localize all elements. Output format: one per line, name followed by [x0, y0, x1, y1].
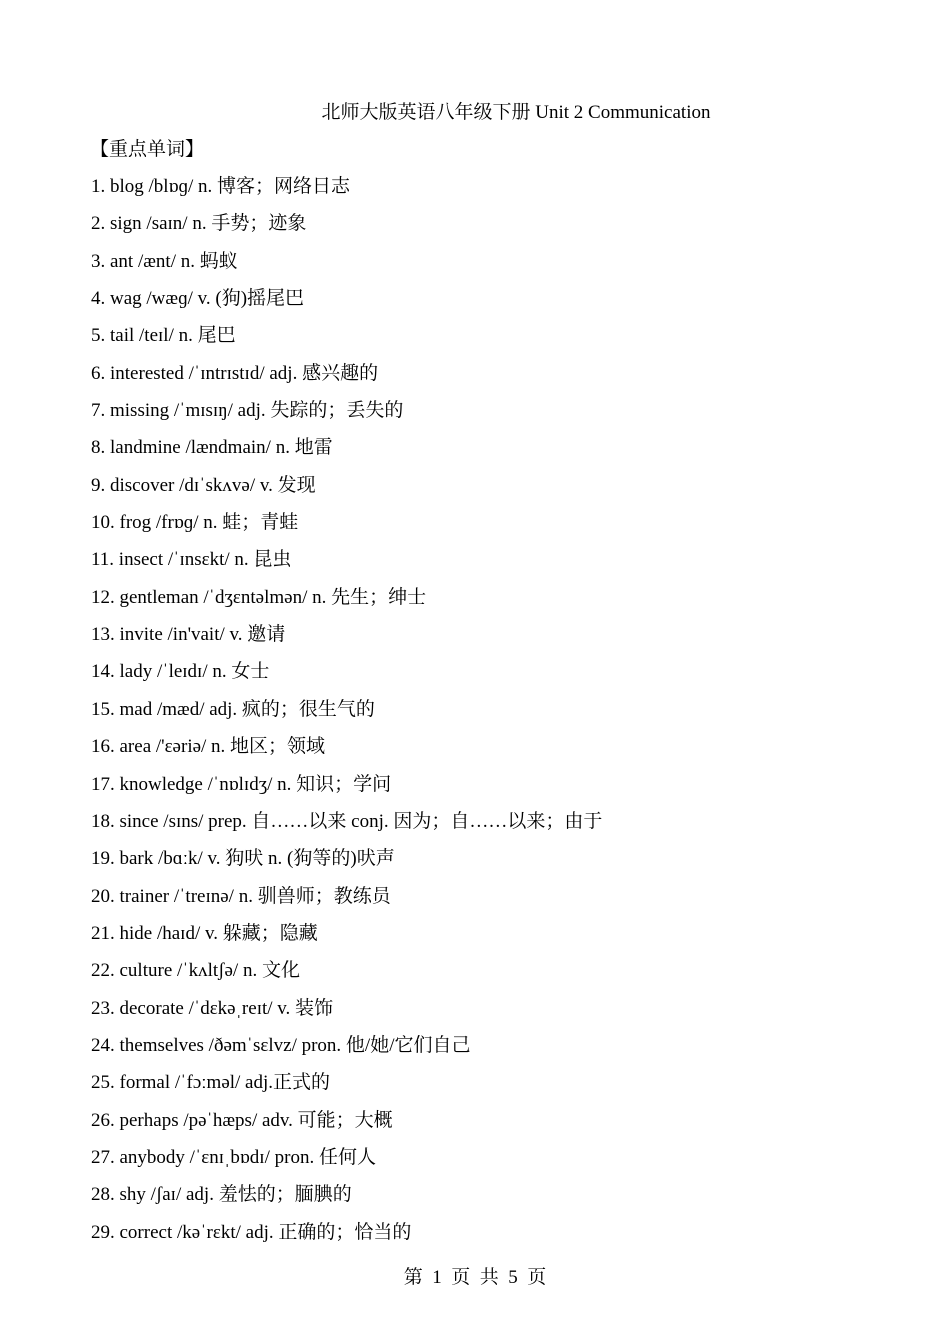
vocabulary-item: 7. missing /ˈmɪsɪŋ/ adj. 失踪的；丢失的 [91, 400, 404, 422]
vocabulary-item: 1. blog /blɒɡ/ n. 博客；网络日志 [91, 176, 351, 197]
document-title: 北师大版英语八年级下册 Unit 2 Communication [321, 102, 711, 123]
vocabulary-item: 20. trainer /ˈtreɪnə/ n. 驯兽师；教练员 [91, 885, 391, 907]
section-heading: 【重点单词】 [90, 139, 205, 160]
vocabulary-item: 3. ant /ænt/ n. 蚂蚁 [91, 250, 238, 272]
vocabulary-item: 9. discover /dɪˈskʌvə/ v. 发现 [91, 474, 316, 496]
vocabulary-item: 13. invite /in'vait/ v. 邀请 [91, 624, 286, 646]
vocabulary-item: 27. anybody /ˈɛnɪˌbɒdɪ/ pron. 任何人 [91, 1146, 376, 1168]
vocabulary-item: 18. since /sɪns/ prep. 自……以来 conj. 因为；自……以来；由于 [91, 810, 603, 832]
vocabulary-item: 5. tail /teɪl/ n. 尾巴 [91, 325, 236, 347]
vocabulary-item: 2. sign /saɪn/ n. 手势；迹象 [91, 213, 307, 235]
vocabulary-item: 8. landmine /lændmain/ n. 地雷 [91, 437, 333, 459]
vocabulary-item: 4. wag /wæɡ/ v. (狗)摇尾巴 [91, 288, 305, 310]
vocabulary-list [91, 174, 602, 1257]
vocabulary-item: 29. correct /kəˈrɛkt/ adj. 正确的；恰当的 [91, 1221, 412, 1243]
vocabulary-item: 23. decorate /ˈdɛkəˌreɪt/ v. 装饰 [91, 997, 334, 1019]
vocabulary-item: 15. mad /mæd/ adj. 疯的；很生气的 [91, 698, 375, 720]
vocabulary-item: 10. frog /frɒɡ/ n. 蛙；青蛙 [91, 512, 299, 534]
vocabulary-item: 6. interested /ˈɪntrɪstɪd/ adj. 感兴趣的 [91, 362, 379, 384]
vocabulary-item: 17. knowledge /ˈnɒlɪdʒ/ n. 知识；学问 [91, 773, 392, 795]
vocabulary-item: 22. culture /ˈkʌltʃə/ n. 文化 [91, 960, 300, 982]
vocabulary-item: 26. perhaps /pəˈhæps/ adv. 可能；大概 [91, 1109, 393, 1131]
page-footer: 第 1 页 共 5 页 [403, 1267, 547, 1288]
vocabulary-item: 16. area /'ɛəriə/ n. 地区；领域 [91, 736, 326, 758]
vocabulary-item: 28. shy /ʃaɪ/ adj. 羞怯的；腼腆的 [91, 1184, 352, 1206]
vocabulary-item: 24. themselves /ðəmˈsɛlvz/ pron. 他/她/它们自己 [91, 1034, 471, 1056]
vocabulary-item: 12. gentleman /ˈdʒɛntəlmən/ n. 先生；绅士 [91, 586, 427, 608]
vocabulary-item: 19. bark /bɑːk/ v. 狗吠 n. (狗等的)吠声 [91, 848, 395, 870]
vocabulary-item: 21. hide /haɪd/ v. 躲藏；隐藏 [91, 922, 318, 944]
vocabulary-item: 11. insect /ˈɪnsɛkt/ n. 昆虫 [91, 549, 292, 571]
vocabulary-item: 25. formal /ˈfɔːməl/ adj.正式的 [91, 1072, 331, 1094]
vocabulary-item: 14. lady /ˈleɪdɪ/ n. 女士 [91, 661, 270, 683]
